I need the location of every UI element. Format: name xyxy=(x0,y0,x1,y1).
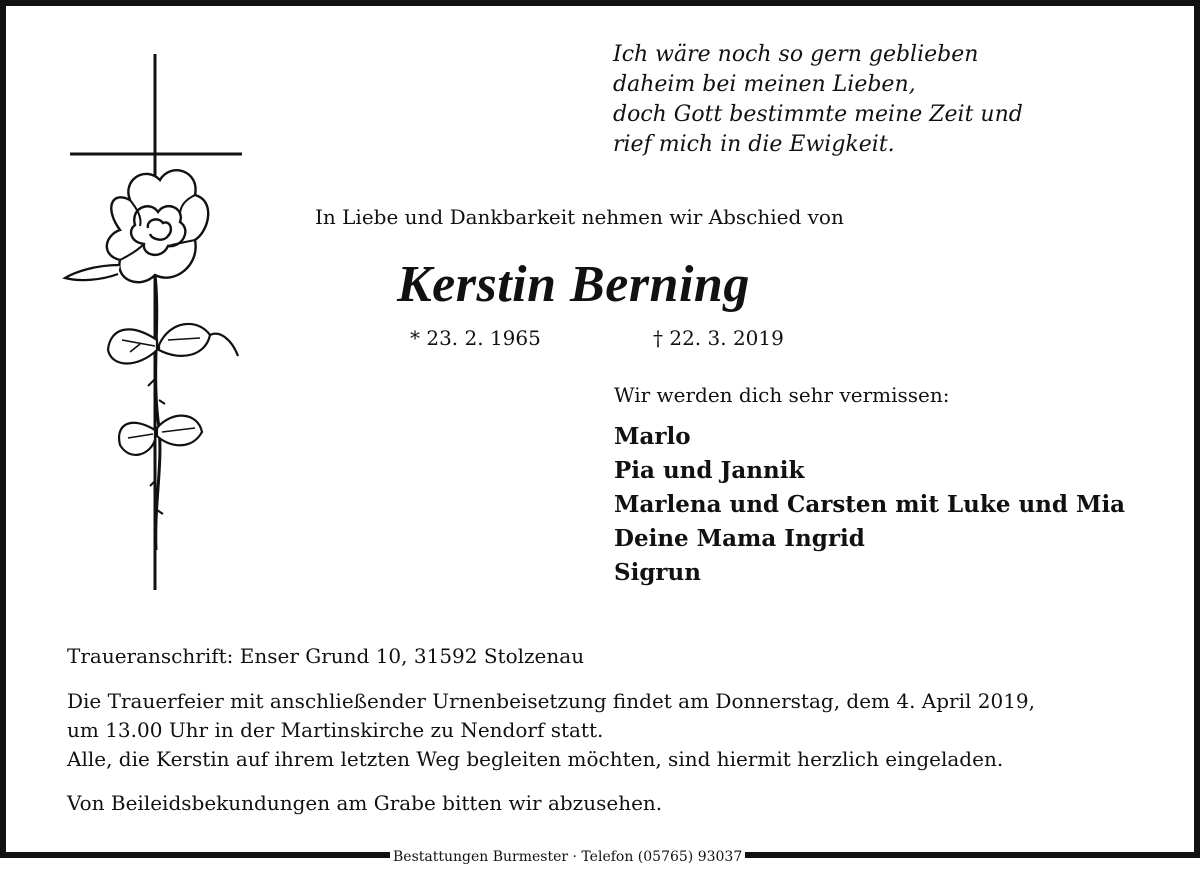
verse-line: doch Gott bestimmte meine Zeit und xyxy=(613,102,1023,127)
mourner-name: Sigrun xyxy=(614,559,701,586)
cross-with-rose-icon xyxy=(60,50,250,595)
deceased-name: Kerstin Berning xyxy=(397,256,750,313)
ceremony-line: Die Trauerfeier mit anschließender Urnenbeisetzung findet am Donnerstag, dem 4. April 2019, xyxy=(67,689,1036,713)
mourner-name: Marlo xyxy=(614,423,691,450)
mourning-address: Traueranschrift: Enser Grund 10, 31592 Stolzenau xyxy=(67,644,585,668)
verse-line: Ich wäre noch so gern geblieben xyxy=(613,42,979,67)
verse-line: daheim bei meinen Lieben, xyxy=(613,72,916,97)
border-top xyxy=(0,0,1200,6)
memorial-verse xyxy=(613,40,1023,160)
funeral-home-footer: Bestattungen Burmester · Telefon (05765) 93037 xyxy=(390,849,745,865)
mourner-name: Deine Mama Ingrid xyxy=(614,525,865,552)
mourners-list xyxy=(614,420,1125,590)
mourner-name: Pia und Jannik xyxy=(614,457,805,484)
ceremony-details xyxy=(67,687,1035,774)
condolence-note: Von Beileidsbekundungen am Grabe bitten wir abzusehen. xyxy=(67,791,663,815)
mourner-name: Marlena und Carsten mit Luke und Mia xyxy=(614,491,1126,518)
verse-line: rief mich in die Ewigkeit. xyxy=(613,132,895,157)
border-left xyxy=(0,0,6,858)
birth-date: * 23. 2. 1965 xyxy=(410,326,541,350)
miss-you-line: Wir werden dich sehr vermissen: xyxy=(614,383,950,407)
ceremony-line: Alle, die Kerstin auf ihrem letzten Weg begleiten möchten, sind hiermit herzlich eingeladen. xyxy=(67,747,1004,771)
farewell-intro: In Liebe und Dankbarkeit nehmen wir Abschied von xyxy=(315,205,844,229)
ceremony-line: um 13.00 Uhr in der Martinskirche zu Nendorf statt. xyxy=(67,718,604,742)
death-date: † 22. 3. 2019 xyxy=(653,326,784,350)
border-right xyxy=(1194,0,1200,858)
